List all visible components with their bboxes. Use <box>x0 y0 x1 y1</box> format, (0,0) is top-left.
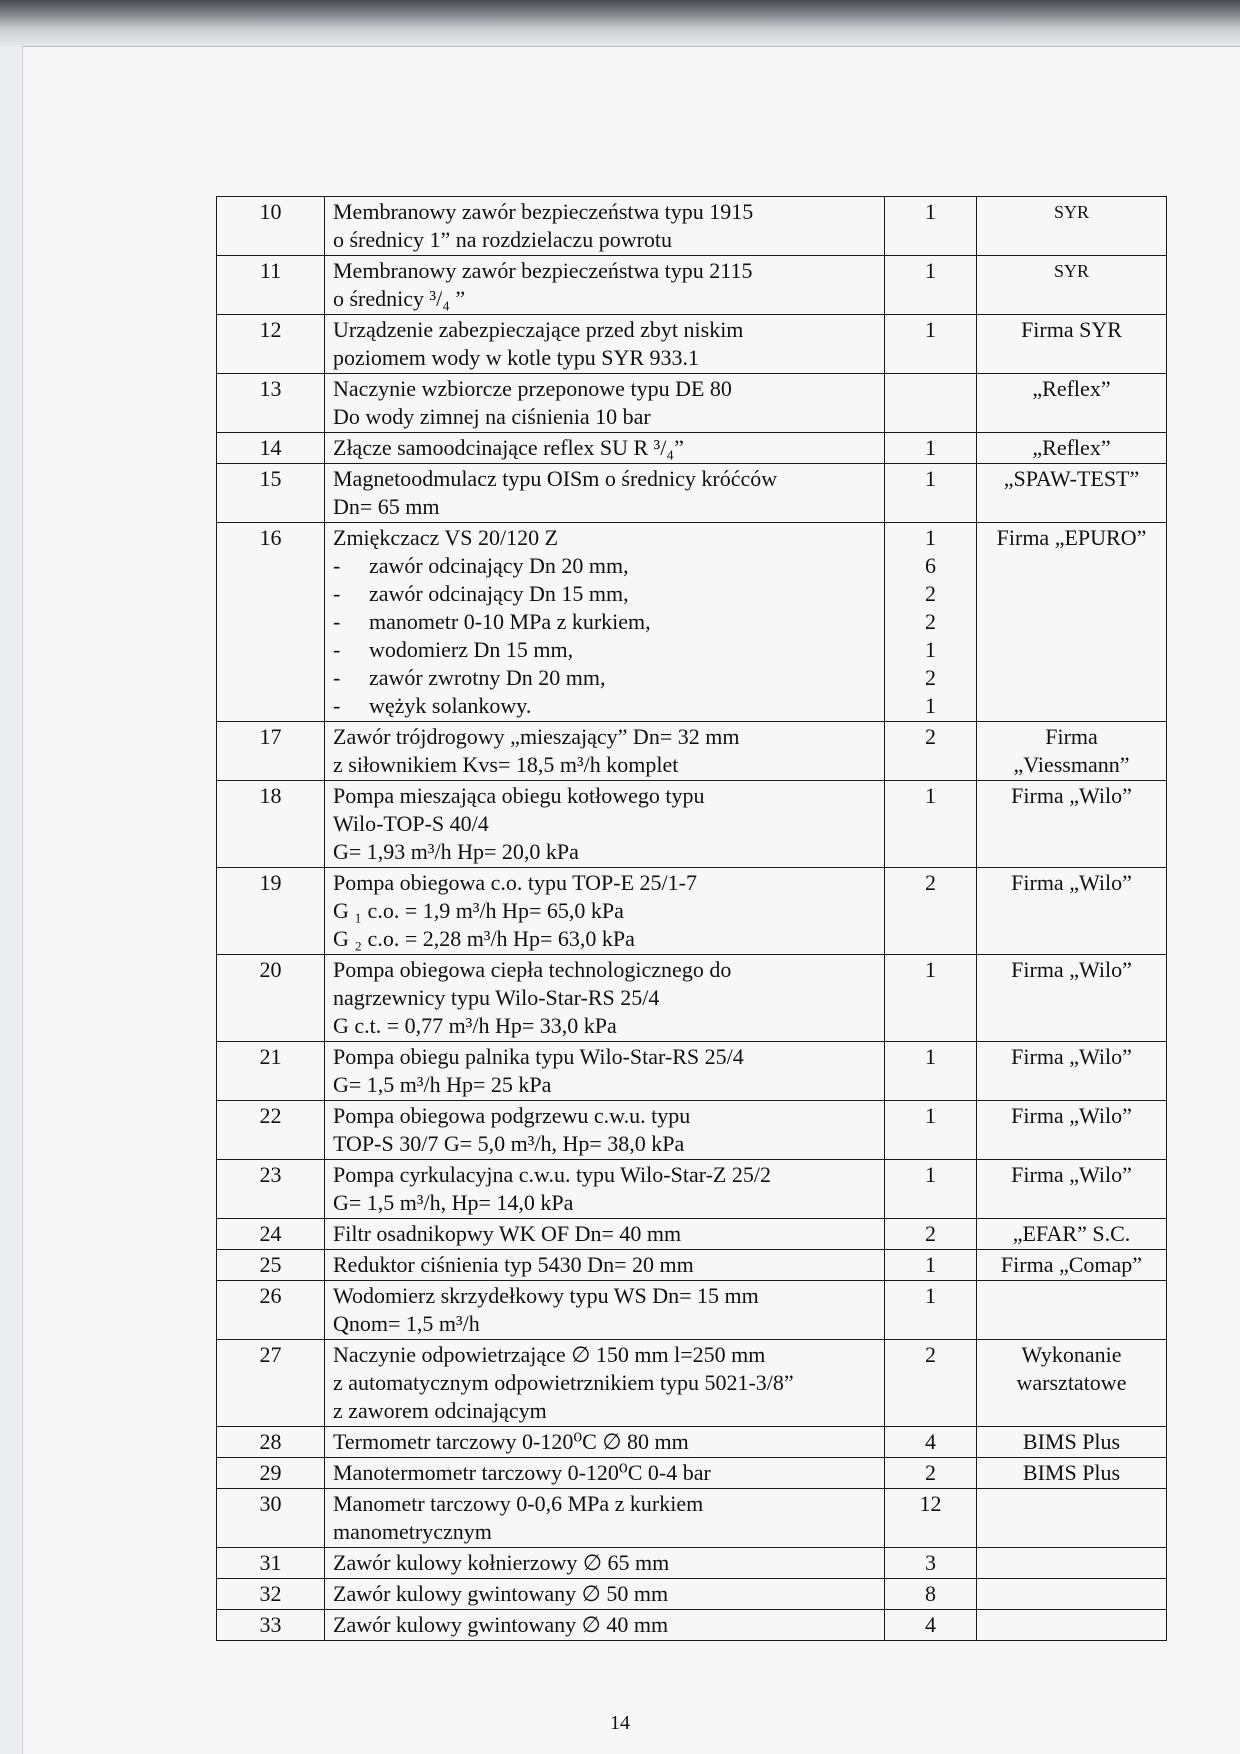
table-row <box>217 722 1167 781</box>
table-body <box>217 197 1167 1641</box>
description-line: Wodomierz skrzydełkowy typu WS Dn= 15 mm <box>333 1283 759 1308</box>
item-quantity <box>885 1610 977 1641</box>
description-line: Naczynie odpowietrzające ∅ 150 mm l=250 mm <box>333 1342 766 1367</box>
item-manufacturer: „Reflex” <box>977 433 1167 464</box>
item-manufacturer: „EFAR” S.C. <box>977 1219 1167 1250</box>
description-line: Złącze samoodcinające reflex SU R ³/₄” <box>333 435 684 460</box>
item-description <box>325 1489 885 1548</box>
item-description <box>325 1160 885 1219</box>
item-manufacturer: Firma „Wilo” <box>977 1042 1167 1101</box>
item-quantity <box>885 1579 977 1610</box>
item-description <box>325 374 885 433</box>
item-number: 16 <box>217 523 325 722</box>
item-quantity <box>885 1458 977 1489</box>
item-number: 15 <box>217 464 325 523</box>
quantity-value: 1 <box>925 1162 936 1187</box>
item-number: 25 <box>217 1250 325 1281</box>
description-line: G= 1,5 m³/h Hp= 25 kPa <box>333 1072 552 1097</box>
item-description <box>325 1458 885 1489</box>
description-line: Magnetoodmulacz typu OISm o średnicy króćców <box>333 466 778 491</box>
description-line: manometrycznym <box>333 1519 492 1544</box>
item-manufacturer: Wykonanie warsztatowe <box>977 1340 1167 1427</box>
item-number: 26 <box>217 1281 325 1340</box>
item-number: 14 <box>217 433 325 464</box>
quantity-value: 8 <box>925 1581 936 1606</box>
item-quantity <box>885 1250 977 1281</box>
description-line: Reduktor ciśnienia typ 5430 Dn= 20 mm <box>333 1252 694 1277</box>
item-manufacturer <box>977 1548 1167 1579</box>
item-quantity <box>885 1427 977 1458</box>
quantity-value: 1 <box>925 957 936 982</box>
description-line: poziomem wody w kotle typu SYR 933.1 <box>333 345 700 370</box>
quantity-value: 1 <box>925 1044 936 1069</box>
table-row <box>217 1219 1167 1250</box>
scanner-edge <box>0 0 1240 48</box>
description-line: Urządzenie zabezpieczające przed zbyt niskim <box>333 317 744 342</box>
item-number: 17 <box>217 722 325 781</box>
item-number: 20 <box>217 955 325 1042</box>
table-row <box>217 1610 1167 1641</box>
table-row <box>217 464 1167 523</box>
quantity-value: 2 <box>925 665 936 690</box>
item-manufacturer: Firma „Wilo” <box>977 781 1167 868</box>
quantity-value: 2 <box>925 609 936 634</box>
description-line: G ₂ c.o. = 2,28 m³/h Hp= 63,0 kPa <box>333 926 635 951</box>
description-line: Wilo-TOP-S 40/4 <box>333 811 489 836</box>
description-line: TOP-S 30/7 G= 5,0 m³/h, Hp= 38,0 kPa <box>333 1131 685 1156</box>
description-line: Dn= 65 mm <box>333 494 440 519</box>
description-line: Zawór trójdrogowy „mieszający” Dn= 32 mm <box>333 724 740 749</box>
table-row <box>217 781 1167 868</box>
item-quantity <box>885 374 977 433</box>
item-description <box>325 1579 885 1610</box>
item-manufacturer <box>977 1281 1167 1340</box>
description-line: Membranowy zawór bezpieczeństwa typu 2115 <box>333 258 753 283</box>
item-description <box>325 197 885 256</box>
list-dash: - <box>333 581 341 606</box>
description-line: Termometr tarczowy 0-120⁰C ∅ 80 mm <box>333 1429 689 1454</box>
item-manufacturer: Firma „Wilo” <box>977 868 1167 955</box>
description-line: Zmiękczacz VS 20/120 Z <box>333 525 559 550</box>
quantity-value: 1 <box>925 466 936 491</box>
description-line: Manometr tarczowy 0-0,6 MPa z kurkiem <box>333 1491 704 1516</box>
item-manufacturer: Firma „EPURO” <box>977 523 1167 722</box>
table-row <box>217 1548 1167 1579</box>
description-line: z zaworem odcinającym <box>333 1398 547 1423</box>
item-number: 30 <box>217 1489 325 1548</box>
quantity-value: 1 <box>925 637 936 662</box>
table-row <box>217 1042 1167 1101</box>
item-quantity <box>885 955 977 1042</box>
item-description <box>325 955 885 1042</box>
quantity-value: 2 <box>925 724 936 749</box>
table-row <box>217 197 1167 256</box>
component-text: zawór odcinający Dn 15 mm, <box>369 581 629 606</box>
item-description <box>325 1101 885 1160</box>
item-description <box>325 523 885 722</box>
table-row <box>217 1281 1167 1340</box>
item-quantity <box>885 868 977 955</box>
quantity-value: 2 <box>925 581 936 606</box>
table-row <box>217 315 1167 374</box>
quantity-value: 1 <box>925 1283 936 1308</box>
item-manufacturer <box>977 1489 1167 1548</box>
item-quantity <box>885 1219 977 1250</box>
list-dash: - <box>333 693 341 718</box>
item-number: 27 <box>217 1340 325 1427</box>
item-description <box>325 781 885 868</box>
item-description <box>325 315 885 374</box>
description-line: G= 1,93 m³/h Hp= 20,0 kPa <box>333 839 579 864</box>
item-description <box>325 1610 885 1641</box>
table-row <box>217 433 1167 464</box>
item-number: 13 <box>217 374 325 433</box>
quantity-value: 1 <box>925 1252 936 1277</box>
description-line: Pompa obiegowa podgrzewu c.w.u. typu <box>333 1103 691 1128</box>
item-quantity <box>885 1160 977 1219</box>
table-row <box>217 1489 1167 1548</box>
item-manufacturer: Firma „Comap” <box>977 1250 1167 1281</box>
item-number: 22 <box>217 1101 325 1160</box>
component-text: zawór zwrotny Dn 20 mm, <box>369 665 606 690</box>
list-dash: - <box>333 665 341 690</box>
component-line <box>333 664 876 692</box>
quantity-value: 4 <box>925 1612 936 1637</box>
component-line <box>333 608 876 636</box>
item-description <box>325 1219 885 1250</box>
description-line: o średnicy 1” na rozdzielaczu powrotu <box>333 227 673 252</box>
list-dash: - <box>333 609 341 634</box>
item-description <box>325 1340 885 1427</box>
description-line: G c.t. = 0,77 m³/h Hp= 33,0 kPa <box>333 1013 617 1038</box>
item-manufacturer: SYR <box>977 256 1167 315</box>
item-description <box>325 722 885 781</box>
description-line: Zawór kulowy gwintowany ∅ 40 mm <box>333 1612 669 1637</box>
item-quantity <box>885 1042 977 1101</box>
item-quantity <box>885 1548 977 1579</box>
description-line: Zawór kulowy gwintowany ∅ 50 mm <box>333 1581 669 1606</box>
quantity-value: 3 <box>925 1550 936 1575</box>
item-description <box>325 1250 885 1281</box>
item-description <box>325 1427 885 1458</box>
description-line: G= 1,5 m³/h, Hp= 14,0 kPa <box>333 1190 574 1215</box>
table-row <box>217 1160 1167 1219</box>
component-line <box>333 552 876 580</box>
table-row <box>217 955 1167 1042</box>
item-quantity <box>885 1281 977 1340</box>
item-number: 31 <box>217 1548 325 1579</box>
description-line: Filtr osadnikopwy WK OF Dn= 40 mm <box>333 1221 682 1246</box>
item-number: 28 <box>217 1427 325 1458</box>
item-description <box>325 1548 885 1579</box>
quantity-value: 1 <box>925 258 936 283</box>
description-line: Do wody zimnej na ciśnienia 10 bar <box>333 404 651 429</box>
item-manufacturer: Firma „Viessmann” <box>977 722 1167 781</box>
item-number: 32 <box>217 1579 325 1610</box>
quantity-value: 2 <box>925 870 936 895</box>
page-number: 14 <box>610 1712 630 1734</box>
quantity-value: 1 <box>925 783 936 808</box>
table-row <box>217 256 1167 315</box>
item-number: 19 <box>217 868 325 955</box>
item-quantity <box>885 315 977 374</box>
item-number: 24 <box>217 1219 325 1250</box>
table-row <box>217 523 1167 722</box>
table-row <box>217 1427 1167 1458</box>
item-manufacturer: Firma „Wilo” <box>977 1101 1167 1160</box>
description-line: z automatycznym odpowietrznikiem typu 5021-3/8” <box>333 1370 794 1395</box>
item-number: 12 <box>217 315 325 374</box>
table-row <box>217 868 1167 955</box>
description-line: Pompa cyrkulacyjna c.w.u. typu Wilo-Star-Z 25/2 <box>333 1162 771 1187</box>
item-description <box>325 464 885 523</box>
item-number: 21 <box>217 1042 325 1101</box>
description-line: nagrzewnicy typu Wilo-Star-RS 25/4 <box>333 985 660 1010</box>
description-line: Membranowy zawór bezpieczeństwa typu 1915 <box>333 199 754 224</box>
item-description <box>325 1281 885 1340</box>
item-number: 18 <box>217 781 325 868</box>
item-quantity <box>885 433 977 464</box>
quantity-value: 4 <box>925 1429 936 1454</box>
table-row <box>217 1340 1167 1427</box>
component-text: wężyk solankowy. <box>369 693 532 718</box>
item-manufacturer: BIMS Plus <box>977 1458 1167 1489</box>
table-row <box>217 374 1167 433</box>
component-line <box>333 580 876 608</box>
list-dash: - <box>333 637 341 662</box>
description-line: Naczynie wzbiorcze przeponowe typu DE 80 <box>333 376 732 401</box>
component-line <box>333 636 876 664</box>
description-line: Qnom= 1,5 m³/h <box>333 1311 480 1336</box>
description-line: Pompa obiegowa c.o. typu TOP-E 25/1-7 <box>333 870 697 895</box>
item-manufacturer: Firma „Wilo” <box>977 1160 1167 1219</box>
component-line <box>333 692 876 720</box>
description-line: Pompa obiegowa ciepła technologicznego do <box>333 957 732 982</box>
item-manufacturer: „SPAW-TEST” <box>977 464 1167 523</box>
item-manufacturer: Firma SYR <box>977 315 1167 374</box>
component-text: wodomierz Dn 15 mm, <box>369 637 574 662</box>
description-line: Manotermometr tarczowy 0-120⁰C 0-4 bar <box>333 1460 711 1485</box>
item-quantity <box>885 781 977 868</box>
quantity-value: 2 <box>925 1460 936 1485</box>
item-manufacturer: BIMS Plus <box>977 1427 1167 1458</box>
quantity-value: 1 <box>925 525 936 550</box>
item-description <box>325 1042 885 1101</box>
item-manufacturer <box>977 1610 1167 1641</box>
quantity-value: 1 <box>925 435 936 460</box>
item-quantity <box>885 1101 977 1160</box>
quantity-value: 6 <box>925 553 936 578</box>
quantity-value: 1 <box>925 1103 936 1128</box>
description-line: Pompa obiegu palnika typu Wilo-Star-RS 25/4 <box>333 1044 744 1069</box>
item-number: 29 <box>217 1458 325 1489</box>
table-row <box>217 1101 1167 1160</box>
item-quantity <box>885 523 977 722</box>
description-line: Pompa mieszająca obiegu kotłowego typu <box>333 783 705 808</box>
item-quantity <box>885 197 977 256</box>
item-description <box>325 256 885 315</box>
quantity-value: 12 <box>919 1491 942 1516</box>
item-quantity <box>885 256 977 315</box>
item-number: 11 <box>217 256 325 315</box>
item-quantity <box>885 1489 977 1548</box>
item-manufacturer: Firma „Wilo” <box>977 955 1167 1042</box>
item-quantity <box>885 1340 977 1427</box>
quantity-value: 1 <box>925 317 936 342</box>
table-row <box>217 1250 1167 1281</box>
item-description <box>325 868 885 955</box>
description-line: o średnicy ³/₄ ” <box>333 286 466 311</box>
component-text: zawór odcinający Dn 20 mm, <box>369 553 629 578</box>
description-line: z siłownikiem Kvs= 18,5 m³/h komplet <box>333 752 679 777</box>
equipment-specification-table <box>216 196 1167 1641</box>
item-number: 10 <box>217 197 325 256</box>
table-row <box>217 1579 1167 1610</box>
quantity-value: 1 <box>925 693 936 718</box>
component-text: manometr 0-10 MPa z kurkiem, <box>369 609 651 634</box>
item-description <box>325 433 885 464</box>
item-number: 23 <box>217 1160 325 1219</box>
item-number: 33 <box>217 1610 325 1641</box>
description-line: G ₁ c.o. = 1,9 m³/h Hp= 65,0 kPa <box>333 898 624 923</box>
table-row <box>217 1458 1167 1489</box>
quantity-value: 2 <box>925 1221 936 1246</box>
list-dash: - <box>333 553 341 578</box>
item-manufacturer: „Reflex” <box>977 374 1167 433</box>
item-quantity <box>885 722 977 781</box>
quantity-value: 1 <box>925 199 936 224</box>
quantity-value: 2 <box>925 1342 936 1367</box>
item-manufacturer: SYR <box>977 197 1167 256</box>
item-quantity <box>885 464 977 523</box>
description-line: Zawór kulowy kołnierzowy ∅ 65 mm <box>333 1550 670 1575</box>
item-manufacturer <box>977 1579 1167 1610</box>
